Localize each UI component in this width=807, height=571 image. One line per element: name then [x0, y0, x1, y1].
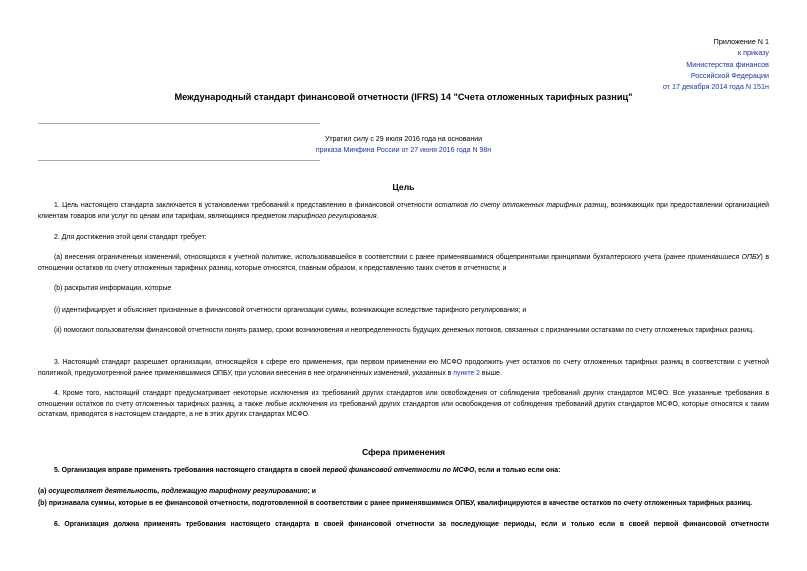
paragraph-2a: (а) внесения ограниченных изменений, относящихся к учетной политике, использовавшейся в соответствии с ранее применявшимися общепринятыми принципами бухгалтерского учета (ранее применявшиеся ОПБУ) в отношении остатков по счету отложенных тарифных разниц, которые относятся, главным образом, к представлению таких счетов в отчетности; и [38, 254, 769, 272]
paragraph-2b-i: (i) идентифицирует и объясняет признанные в финансовой отчетности организации суммы, возникающие вследствие тарифного регулирования; и [54, 307, 527, 314]
divider-bottom [38, 160, 320, 161]
paragraph-2b-ii: (ii) помогают пользователям финансовой отчетности понять размер, сроки возникновения и неопределенность будущих денежных потоков, связанных с признанными остатками по счету отложенных тарифных разниц. [54, 327, 755, 334]
paragraph-2: 2. Для достижения этой цели стандарт требует: [54, 234, 207, 241]
document-title: Международный стандарт финансовой отчетности (IFRS) 14 "Счета отложенных тарифных разниц" [174, 92, 633, 102]
divider-top [38, 123, 320, 124]
appendix-line-1: Приложение N 1 [713, 37, 769, 46]
repeal-order-link[interactable]: приказа Минфина России от 27 июня 2016 года N 98н [315, 147, 492, 154]
section-heading-scope: Сфера применения [361, 447, 445, 457]
paragraph-4: 4. Кроме того, настоящий стандарт предусматривает некоторые исключения из требований других стандартов или освобождения от соблюдения требований других стандартов МСФО. Все указанные требования в отношении остатков по счету отложенных тарифных разниц, а также любые исключения из требований других стандартов или освобождения от соблюдения требований других стандартов МСФО, которые относятся к таким остаткам, приводятся в настоящем стандарте, а не в этих других стандартах МСФО. [38, 390, 769, 419]
appendix-date-link[interactable]: от 17 декабря 2014 года N 151н [662, 82, 769, 92]
repeal-notice: Утратил силу с 29 июля 2016 года на основании [324, 136, 483, 143]
paragraph-5b: (b) признавала суммы, которые в ее финансовой отчетности, подготовленной в соответствии с ранее применявшимися ОПБУ, квалифицируются в качестве остатков по счету отложенных тарифных разниц. [38, 500, 753, 507]
appendix-federation-link[interactable]: Российской Федерации [690, 70, 769, 80]
section-heading-goal: Цель [392, 182, 415, 192]
paragraph-5a: (а) осуществляет деятельность, подлежащую тарифному регулированию; и [38, 488, 316, 495]
paragraph-1: 1. Цель настоящего стандарта заключается в установлении требований к представлению в финансовой отчетности остатков по счету отложенных тарифных разниц, возникающих при предоставлении организацией клиентам товаров или услуг по ценам или тарифам, являющимся предметом тарифного регулирования. [38, 202, 769, 220]
paragraph-3: 3. Настоящий стандарт разрешает организации, относящейся к сфере его применения, при первом применении ею МСФО продолжить учет остатков по счету отложенных тарифных разниц в соответствии с учетной политикой, предусмотренной ранее применявшимися ОПБУ, при условии внесения в нее ограниченных изменений, указанных в пункте 2 выше. [38, 359, 769, 377]
paragraph-6: 6. Организация должна применять требования настоящего стандарта в своей финансовой отчетности за последующие периоды, если и только если в своей первой финансовой отчетности [54, 521, 769, 528]
appendix-ministry-link[interactable]: Министерства финансов [686, 59, 769, 69]
appendix-order-link[interactable]: к приказу [737, 48, 769, 58]
paragraph-5: 5. Организация вправе применять требования настоящего стандарта в своей первой финансовой отчетности по МСФО, если и только если она: [54, 467, 561, 474]
paragraph-2b: (b) раскрытия информации, которые [54, 285, 172, 292]
paragraph-3-link[interactable]: пункте 2 [453, 369, 480, 377]
appendix-block [569, 36, 769, 92]
